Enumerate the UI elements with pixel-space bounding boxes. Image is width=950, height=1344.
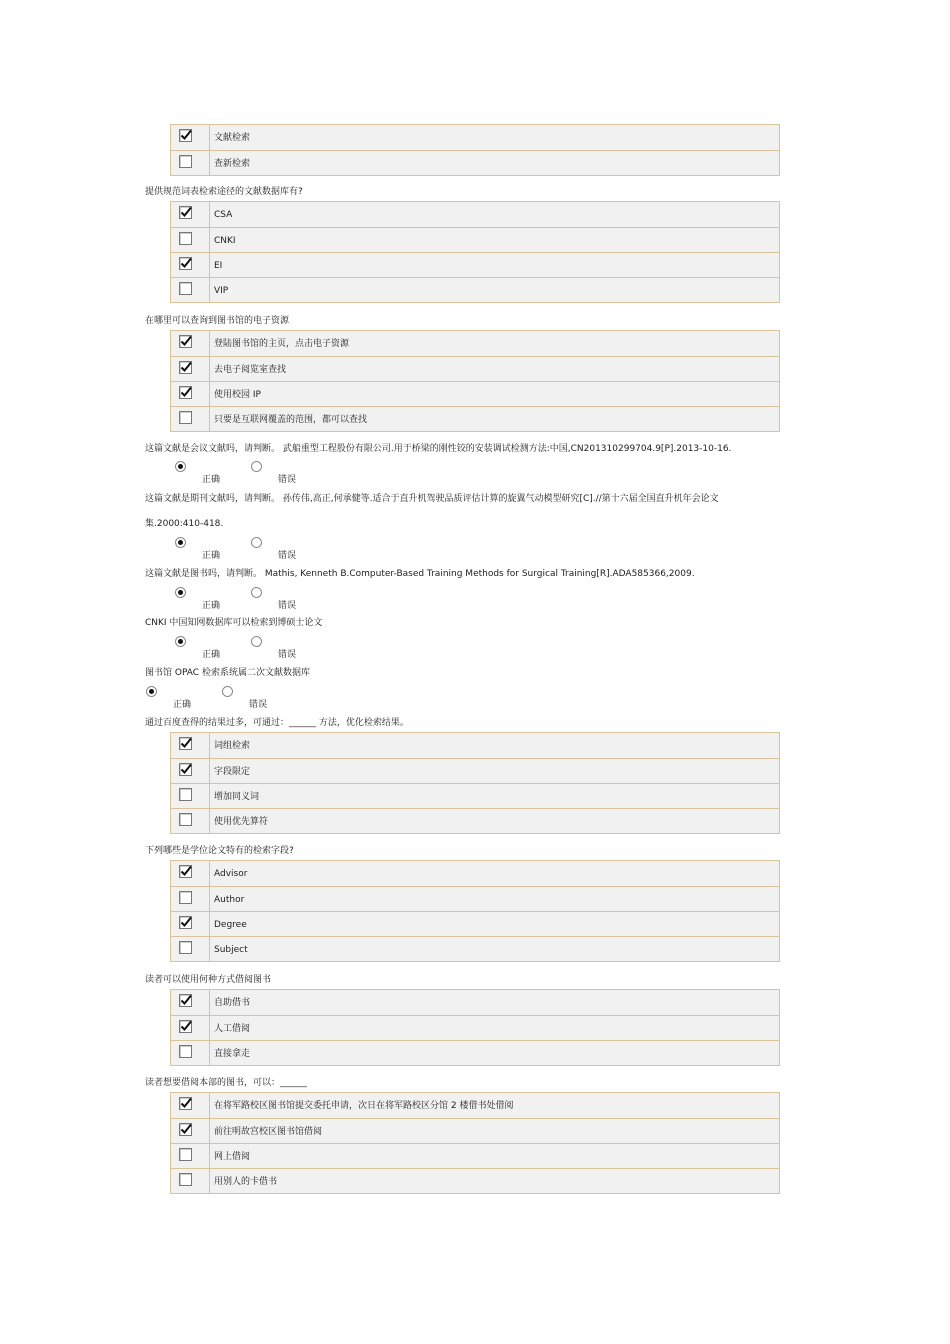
checkbox-cell [171,331,210,356]
radio-option-label: 正确 [202,475,221,485]
checkbox-cell [171,809,210,833]
checkbox-cell [171,151,210,175]
checkbox-cell [171,1144,210,1168]
checkbox-option-row[interactable] [171,808,779,833]
unchecked-checkbox[interactable] [179,891,192,904]
checked-checkbox[interactable] [179,129,192,142]
checkbox-option-label: 用别人的卡借书 [214,1177,278,1187]
checkbox-option-table [170,860,780,962]
radio-selected[interactable] [175,461,186,472]
radio-option-label: 正确 [173,700,192,710]
unchecked-checkbox[interactable] [179,813,192,826]
checkbox-option-row[interactable] [171,886,779,911]
checkbox-option-label: Advisor [214,869,248,879]
checkbox-cell [171,253,210,277]
question-text: 读者想要借阅本部的图书，可以：______ [145,1078,308,1088]
radio-unselected[interactable] [251,461,262,472]
radio-option-label: 正确 [202,601,221,611]
radio-unselected[interactable] [251,636,262,647]
radio-option-label: 错误 [278,601,297,611]
checked-checkbox[interactable] [179,763,192,776]
radio-unselected[interactable] [251,537,262,548]
question-text: 这篇文献是期刊文献吗，请判断。 孙传伟,高正,何承健等.适合于直升机驾驶品质评估计算的旋翼气动模型研究[C].//第十六届全国直升机年会论文 [145,494,719,504]
radio-option-label: 错误 [278,650,297,660]
checkbox-option-row[interactable] [171,252,779,277]
checkbox-option-row[interactable] [171,990,779,1015]
checkbox-option-row[interactable] [171,1168,779,1193]
checkbox-option-table [170,330,780,432]
unchecked-checkbox[interactable] [179,155,192,168]
radio-unselected[interactable] [251,587,262,598]
checkbox-cell [171,278,210,302]
checkbox-option-label: Subject [214,945,248,955]
checkbox-option-table [170,732,780,834]
unchecked-checkbox[interactable] [179,788,192,801]
unchecked-checkbox[interactable] [179,282,192,295]
checkbox-option-row[interactable] [171,202,779,227]
checkbox-option-label: 词组检索 [214,741,251,751]
checkbox-option-label: 只要是互联网覆盖的范围，都可以查找 [214,415,368,425]
checkbox-option-row[interactable] [171,911,779,936]
checkbox-cell [171,357,210,381]
checked-checkbox[interactable] [179,386,192,399]
checkbox-option-row[interactable] [171,936,779,961]
checkbox-cell [171,990,210,1015]
checkbox-cell [171,1119,210,1143]
checkbox-option-label: 文献检索 [214,133,251,143]
radio-option-label: 错误 [278,551,297,561]
checked-checkbox[interactable] [179,1020,192,1033]
checkbox-option-label: 在将军路校区图书馆提交委托申请，次日在将军路校区分馆 2 楼借书处借阅 [214,1101,514,1111]
checkbox-option-label: Author [214,895,245,905]
checkbox-option-row[interactable] [171,277,779,302]
question-text: 在哪里可以查询到图书馆的电子资源 [145,316,290,326]
checkbox-option-label: EI [214,261,223,271]
checkbox-cell [171,228,210,252]
checkbox-option-row[interactable] [171,1143,779,1168]
checkbox-cell [171,912,210,936]
checked-checkbox[interactable] [179,1097,192,1110]
checked-checkbox[interactable] [179,865,192,878]
checkbox-option-row[interactable] [171,1093,779,1118]
checkbox-option-row[interactable] [171,1118,779,1143]
checked-checkbox[interactable] [179,994,192,1007]
question-text: 集.2000:410-418. [145,519,224,529]
question-text: 读者可以使用何种方式借阅图书 [145,975,272,985]
checkbox-option-label: 直接拿走 [214,1049,251,1059]
checkbox-option-label: 前往明故宫校区图书馆借阅 [214,1127,323,1137]
question-text: 通过百度查得的结果过多，可通过：______ 方法，优化检索结果。 [145,718,409,728]
question-text: 图书馆 OPAC 检索系统属二次文献数据库 [145,668,310,678]
checkbox-option-row[interactable] [171,406,779,431]
checkbox-option-row[interactable] [171,733,779,758]
checkbox-option-table [170,1092,780,1194]
checkbox-option-label: 字段限定 [214,767,251,777]
unchecked-checkbox[interactable] [179,1148,192,1161]
checkbox-option-row[interactable] [171,1015,779,1040]
radio-option-label: 正确 [202,650,221,660]
radio-option-label: 正确 [202,551,221,561]
checkbox-option-label: CSA [214,210,233,220]
checkbox-option-row[interactable] [171,758,779,783]
radio-option-label: 错误 [278,475,297,485]
checkbox-option-row[interactable] [171,150,779,175]
radio-selected[interactable] [175,587,186,598]
checkbox-cell [171,382,210,406]
checkbox-option-label: 使用校园 IP [214,390,261,400]
checkbox-cell [171,1016,210,1040]
checkbox-cell [171,407,210,431]
checkbox-option-row[interactable] [171,783,779,808]
question-text: 提供规范词表检索途径的文献数据库有? [145,187,303,197]
checkbox-option-label: 人工借阅 [214,1024,251,1034]
checkbox-cell [171,1169,210,1193]
checked-checkbox[interactable] [179,206,192,219]
question-text: 下列哪些是学位论文特有的检索字段? [145,846,294,856]
checkbox-cell [171,733,210,758]
unchecked-checkbox[interactable] [179,1045,192,1058]
checked-checkbox[interactable] [179,737,192,750]
checked-checkbox[interactable] [179,335,192,348]
radio-option-label: 错误 [249,700,268,710]
checkbox-cell [171,202,210,227]
checkbox-option-label: 查新检索 [214,159,251,169]
checked-checkbox[interactable] [179,1123,192,1136]
question-text: 这篇文献是图书吗，请判断。 Mathis, Kenneth B.Computer-Based Training Methods for Surgical Training[R].ADA585366,2009. [145,569,695,579]
checkbox-cell [171,125,210,150]
checkbox-option-table [170,201,780,303]
checkbox-option-row[interactable] [171,331,779,356]
radio-selected[interactable] [146,686,157,697]
checkbox-option-label: 自助借书 [214,998,251,1008]
checkbox-cell [171,861,210,886]
checkbox-cell [171,759,210,783]
checkbox-cell [171,887,210,911]
checked-checkbox[interactable] [179,257,192,270]
checkbox-cell [171,1093,210,1118]
question-text: 这篇文献是会议文献吗，请判断。 武船重型工程股份有限公司.用于桥梁的刚性铰的安装调试检测方法:中国,CN201310299704.9[P].2013-10-16. [145,444,732,454]
checkbox-option-row[interactable] [171,381,779,406]
checkbox-option-label: 网上借阅 [214,1152,251,1162]
checkbox-cell [171,1041,210,1065]
unchecked-checkbox[interactable] [179,411,192,424]
question-text: CNKI 中国知网数据库可以检索到博硕士论文 [145,618,323,628]
checkbox-option-label: CNKI [214,236,236,246]
checked-checkbox[interactable] [179,361,192,374]
checkbox-option-label: VIP [214,286,229,296]
radio-unselected[interactable] [222,686,233,697]
unchecked-checkbox[interactable] [179,232,192,245]
radio-selected[interactable] [175,636,186,647]
checkbox-option-label: 增加同义词 [214,792,260,802]
checkbox-option-table [170,124,780,176]
checkbox-option-row[interactable] [171,125,779,150]
checkbox-option-label: 使用优先算符 [214,817,269,827]
checkbox-option-row[interactable] [171,356,779,381]
checkbox-cell [171,937,210,961]
checked-checkbox[interactable] [179,916,192,929]
checkbox-option-row[interactable] [171,227,779,252]
checkbox-option-table [170,989,780,1066]
unchecked-checkbox[interactable] [179,941,192,954]
radio-selected[interactable] [175,537,186,548]
checkbox-option-label: 登陆图书馆的主页，点击电子资源 [214,339,350,349]
checkbox-option-label: Degree [214,920,247,930]
checkbox-option-label: 去电子阅览室查找 [214,365,287,375]
checkbox-option-row[interactable] [171,861,779,886]
checkbox-cell [171,784,210,808]
unchecked-checkbox[interactable] [179,1173,192,1186]
checkbox-option-row[interactable] [171,1040,779,1065]
